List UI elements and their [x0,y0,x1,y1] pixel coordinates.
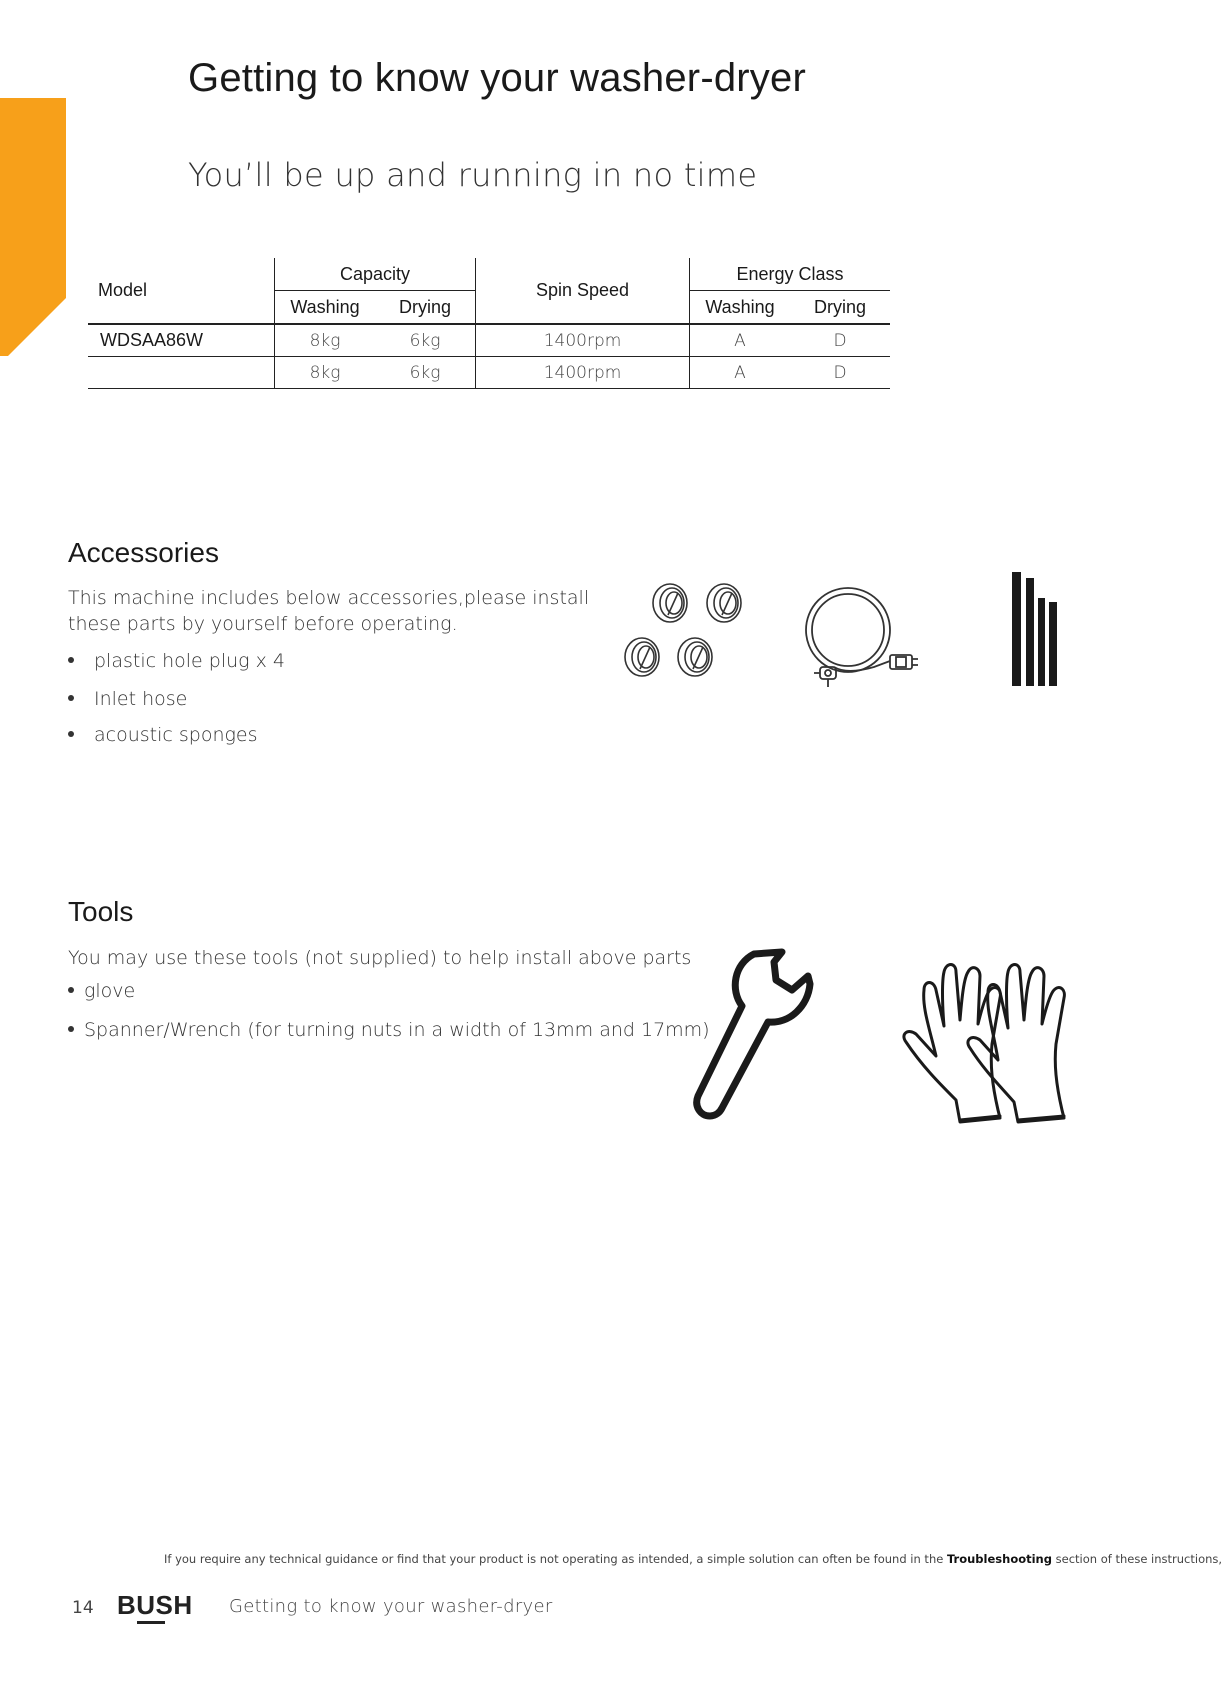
col-capacity-header: Capacity [275,258,476,291]
capacity-washing-header: Washing [275,291,376,325]
bullet-icon [68,987,74,993]
bullet-icon [68,657,74,663]
list-item [68,688,187,710]
col-model-header: Model [88,258,275,324]
footer-note-prefix: If you require any technical guidance or find that your product is not operating as intended, a simple solution can often be found in the [164,1552,944,1566]
col-energy-header: Energy Class [690,258,891,291]
page-title: Getting to know your washer-dryer [188,56,806,100]
model-cell: WDSAA86W [88,324,275,357]
list-item [68,1019,710,1041]
bullet-icon [68,731,74,737]
tools-heading: Tools [68,896,134,927]
accessories-intro-line1: This machine includes below accessories,please install [68,587,590,609]
brand-text: BUSH [117,1590,193,1620]
logo-underline [137,1621,165,1624]
table-row [88,357,890,389]
capacity-washing-cell: 8kg [275,357,376,389]
accessory-label: Inlet hose [94,688,188,710]
capacity-drying-header: Drying [375,291,476,325]
capacity-drying-cell: 6kg [375,324,476,357]
footer-note-suffix: section of these instructions, [1055,1552,1222,1566]
capacity-drying-cell: 6kg [375,357,476,389]
capacity-washing-cell: 8kg [275,324,376,357]
energy-washing-header: Washing [690,291,791,325]
spin-speed-cell: 1400rpm [476,324,690,357]
hole-plug-icon [620,585,750,690]
footer-note [164,1552,1222,1566]
bush-logo [117,1590,193,1621]
accessories-heading: Accessories [68,537,219,568]
acoustic-sponges-icon [1010,570,1062,688]
list-item [68,650,285,672]
energy-drying-cell: D [790,324,890,357]
energy-drying-header: Drying [790,291,890,325]
footer-section-title: Getting to know your washer-dryer [229,1596,553,1617]
spec-table [88,258,890,389]
wrench-icon [690,950,830,1130]
table-row [88,324,890,357]
page-number: 14 [72,1598,94,1618]
orange-side-tab [0,98,66,356]
model-cell [88,357,275,389]
gloves-icon [900,960,1080,1130]
bullet-icon [68,1026,74,1032]
col-spin-header: Spin Speed [476,258,690,324]
tool-label: Spanner/Wrench (for turning nuts in a width of 13mm and 17mm) [84,1019,710,1041]
troubleshooting-link[interactable]: Troubleshooting [946,1552,1052,1566]
spin-speed-cell: 1400rpm [476,357,690,389]
list-item [68,724,258,746]
tools-intro: You may use these tools (not supplied) to help install above parts [68,947,692,969]
accessory-label: plastic hole plug x 4 [94,650,285,672]
page-subtitle: You’ll be up and running in no time [188,156,758,194]
energy-washing-cell: A [690,324,791,357]
energy-drying-cell: D [790,357,890,389]
tool-label: glove [84,980,136,1002]
list-item [68,980,135,1002]
accessory-label: acoustic sponges [94,724,258,746]
inlet-hose-icon [804,585,924,695]
accessories-intro [68,585,589,637]
bullet-icon [68,695,74,701]
energy-washing-cell: A [690,357,791,389]
accessories-intro-line2: these parts by yourself before operating. [68,613,458,635]
